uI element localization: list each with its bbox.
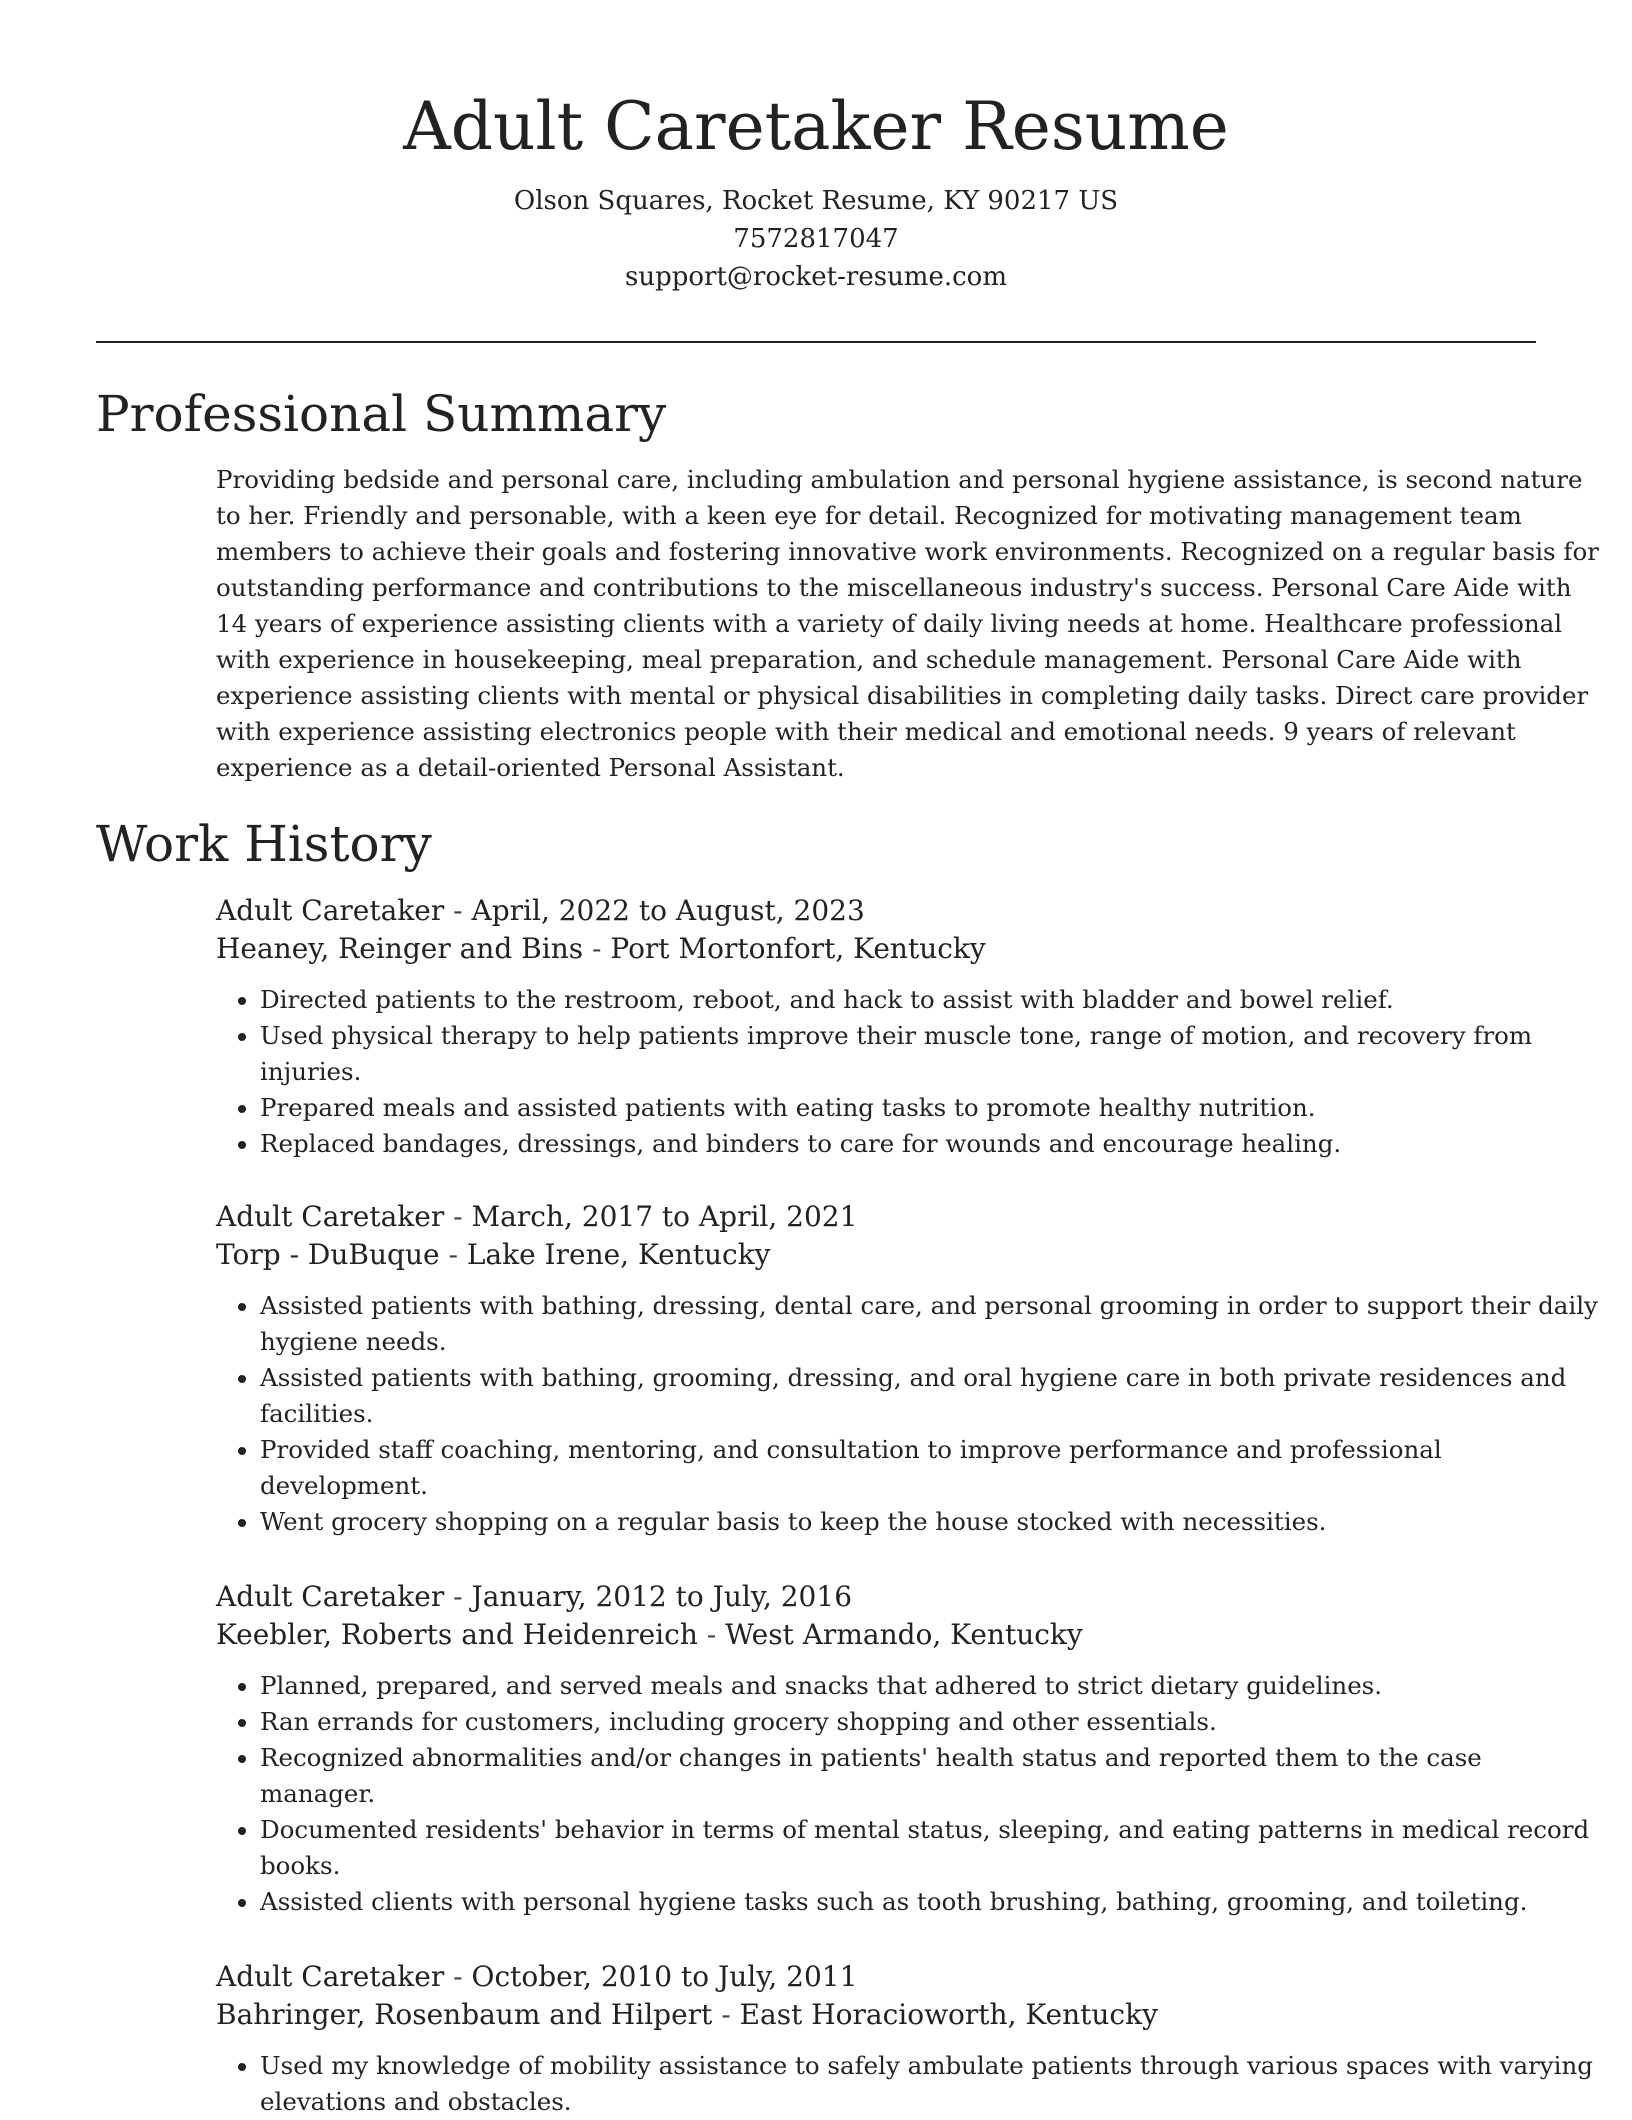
job-title-line: Adult Caretaker - April, 2022 to August, 2023 xyxy=(216,894,865,927)
job-bullet-list xyxy=(216,1668,1590,1920)
job-title-line: Adult Caretaker - October, 2010 to July, 2011 xyxy=(216,1960,858,1993)
job-bullet-list xyxy=(216,1288,1598,1540)
job-company: Heaney, Reinger and Bins xyxy=(216,932,584,965)
resume-header xyxy=(96,80,1536,296)
summary-paragraph xyxy=(216,462,1599,786)
job-bullet: • Used my knowledge of mobility assistance to safely ambulate patients through various spaces with varying elevations and obstacles. xyxy=(260,2048,1536,2120)
job-location: Lake Irene, Kentucky xyxy=(466,1238,771,1271)
job-bullet-list xyxy=(216,982,1536,1162)
job-bullet: • Replaced bandages, dressings, and binders to care for wounds and encourage healing. xyxy=(260,1126,1536,1162)
summary-line: 14 years of experience assisting clients with a variety of daily living needs at home. Healthcare professional xyxy=(216,609,1563,638)
job-bullet: • Went grocery shopping on a regular basis to keep the house stocked with necessities. xyxy=(260,1504,1536,1540)
job-bullet: • Provided staff coaching, mentoring, and consultation to improve performance and professional development. xyxy=(260,1432,1536,1504)
resume-title: Adult Caretaker Resume xyxy=(403,88,1229,165)
job-dates: March, 2017 to April, 2021 xyxy=(471,1200,858,1233)
job-company: Torp - DuBuque xyxy=(216,1238,440,1271)
summary-line: with experience in housekeeping, meal preparation, and schedule management. Personal Care Aide with xyxy=(216,645,1522,674)
job-title-line: Adult Caretaker - January, 2012 to July, 2016 xyxy=(216,1580,853,1613)
summary-line: to her. Friendly and personable, with a keen eye for detail. Recognized for motivating management team xyxy=(216,501,1522,530)
job-bullet: • Assisted patients with bathing, dressing, dental care, and personal grooming in order to support their daily hygiene needs. xyxy=(260,1288,1536,1360)
job-entry xyxy=(216,1578,1590,1920)
job-dates: October, 2010 to July, 2011 xyxy=(471,1960,858,1993)
job-title-line: Adult Caretaker - March, 2017 to April, 2021 xyxy=(216,1200,858,1233)
job-bullet: • Used physical therapy to help patients improve their muscle tone, range of motion, and recovery from injuries. xyxy=(260,1018,1536,1090)
job-bullet: • Assisted clients with personal hygiene tasks such as tooth brushing, bathing, grooming, and toileting. xyxy=(260,1884,1536,1920)
summary-line: outstanding performance and contributions to the miscellaneous industry's success. Personal Care Aide with xyxy=(216,573,1572,602)
contact-address: Olson Squares, Rocket Resume, KY 90217 US xyxy=(513,186,1119,216)
contact-phone: 7572817047 xyxy=(733,224,899,254)
job-dates: January, 2012 to July, 2016 xyxy=(471,1580,853,1613)
job-bullet: • Assisted patients with bathing, grooming, dressing, and oral hygiene care in both private residences and facilities. xyxy=(260,1360,1536,1432)
job-location: West Armando, Kentucky xyxy=(725,1618,1083,1651)
job-company-line: Heaney, Reinger and Bins - Port Mortonfort, Kentucky xyxy=(216,932,986,965)
job-title: Adult Caretaker xyxy=(216,1960,445,1993)
summary-line: experience assisting clients with mental or physical disabilities in completing daily tasks. Direct care provider xyxy=(216,681,1589,710)
job-bullet: • Documented residents' behavior in terms of mental status, sleeping, and eating patterns in medical record books. xyxy=(260,1812,1536,1884)
job-location: East Horacioworth, Kentucky xyxy=(739,1998,1158,2031)
job-bullet: • Prepared meals and assisted patients with eating tasks to promote healthy nutrition. xyxy=(260,1090,1536,1126)
job-dates: April, 2022 to August, 2023 xyxy=(471,894,865,927)
job-company-line: Bahringer, Rosenbaum and Hilpert - East Horacioworth, Kentucky xyxy=(216,1998,1158,2031)
job-entry xyxy=(216,1958,1593,2120)
summary-line: experience as a detail-oriented Personal Assistant. xyxy=(216,753,845,782)
section-heading-work-history: Work History xyxy=(96,815,432,873)
job-bullet: • Recognized abnormalities and/or changes in patients' health status and reported them to the case manager. xyxy=(260,1740,1536,1812)
job-company: Keebler, Roberts and Heidenreich xyxy=(216,1618,698,1651)
summary-line: members to achieve their goals and fostering innovative work environments. Recognized on a regular basis for xyxy=(216,537,1599,566)
contact-info xyxy=(96,182,1536,296)
job-bullet-list xyxy=(216,2048,1593,2120)
job-entry xyxy=(216,892,1536,1162)
summary-line: Providing bedside and personal care, including ambulation and personal hygiene assistance, is second nature xyxy=(216,465,1583,494)
summary-line: with experience assisting electronics people with their medical and emotional needs. 9 years of relevant xyxy=(216,717,1516,746)
job-bullet: • Ran errands for customers, including grocery shopping and other essentials. xyxy=(260,1704,1536,1740)
job-title: Adult Caretaker xyxy=(216,1580,445,1613)
contact-email: support@rocket-resume.com xyxy=(624,262,1007,292)
job-title: Adult Caretaker xyxy=(216,894,445,927)
job-company: Bahringer, Rosenbaum and Hilpert xyxy=(216,1998,713,2031)
header-divider xyxy=(96,341,1536,343)
job-title: Adult Caretaker xyxy=(216,1200,445,1233)
job-company-line: Torp - DuBuque - Lake Irene, Kentucky xyxy=(216,1238,771,1271)
job-bullet: • Directed patients to the restroom, reboot, and hack to assist with bladder and bowel relief. xyxy=(260,982,1536,1018)
job-bullet: • Planned, prepared, and served meals and snacks that adhered to strict dietary guidelines. xyxy=(260,1668,1536,1704)
job-entry xyxy=(216,1198,1598,1540)
job-location: Port Mortonfort, Kentucky xyxy=(610,932,986,965)
section-heading-summary: Professional Summary xyxy=(96,385,667,443)
job-company-line: Keebler, Roberts and Heidenreich - West Armando, Kentucky xyxy=(216,1618,1083,1651)
